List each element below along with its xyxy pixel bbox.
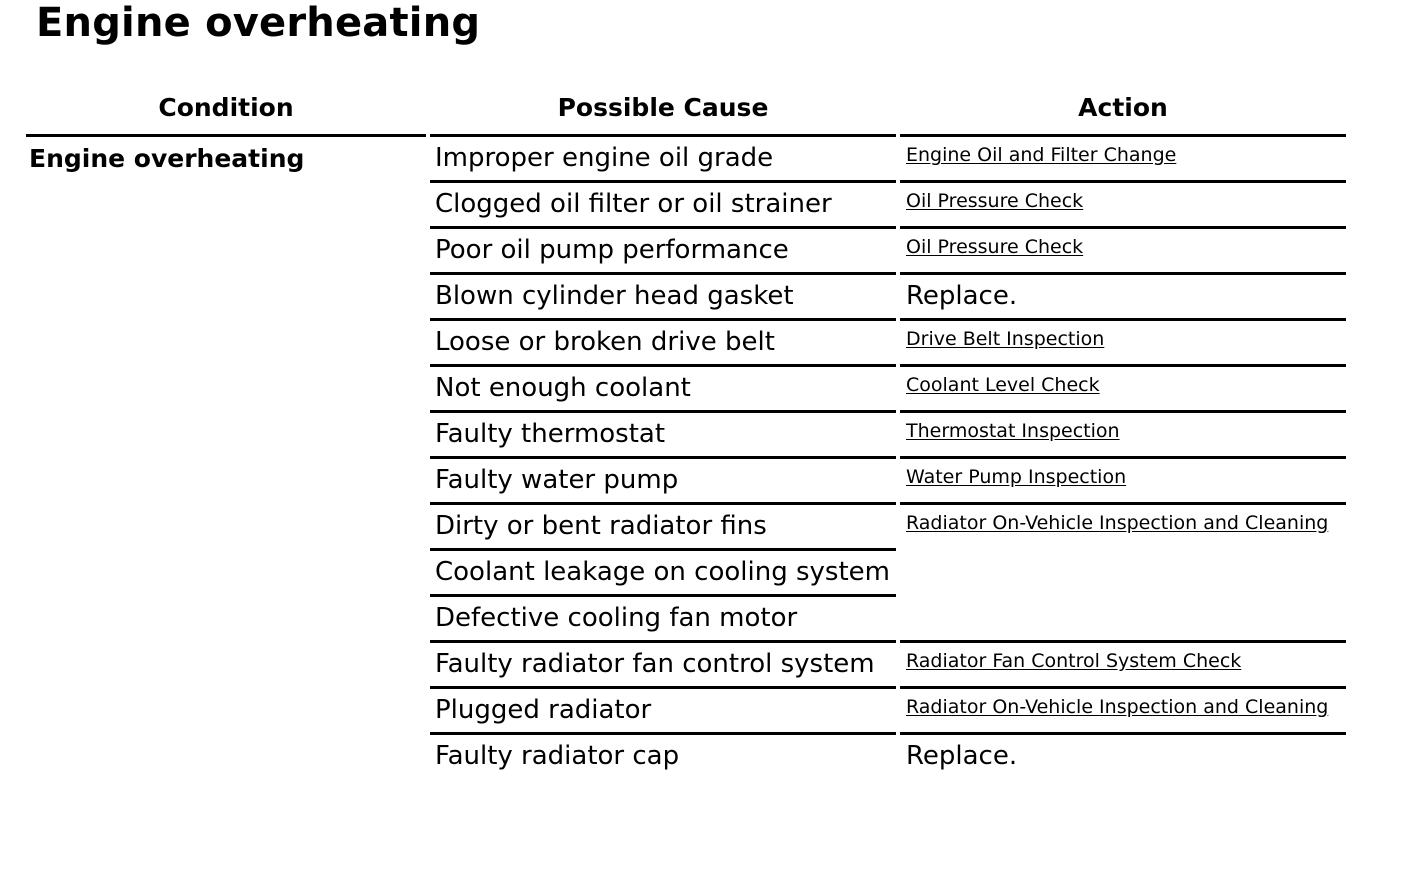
cause-cell: Faulty radiator cap xyxy=(435,741,680,771)
action-cell xyxy=(900,735,1346,778)
action-cell xyxy=(900,459,1346,505)
cause-cell: Defective cooling fan motor xyxy=(430,597,896,643)
troubleshooting-table xyxy=(22,80,1350,778)
thermostat-inspection-link[interactable]: Thermostat Inspection xyxy=(906,420,1120,442)
page-title: Engine overheating xyxy=(36,0,481,46)
condition-cell: Engine overheating xyxy=(29,144,305,173)
header-possible-cause: Possible Cause xyxy=(430,80,896,137)
action-replace-text: Replace. xyxy=(906,741,1018,771)
action-cell xyxy=(900,229,1346,275)
cause-cell: Plugged radiator xyxy=(430,689,896,735)
drive-belt-inspection-link[interactable]: Drive Belt Inspection xyxy=(906,328,1105,350)
cause-cell: Faulty water pump xyxy=(430,459,896,505)
header-row xyxy=(26,80,1346,137)
cause-cell: Blown cylinder head gasket xyxy=(430,275,896,321)
action-cell xyxy=(900,321,1346,367)
table-row xyxy=(26,137,1346,183)
radiator-inspection-cleaning-link[interactable]: Radiator On-Vehicle Inspection and Cleaning xyxy=(906,512,1329,534)
radiator-inspection-cleaning-link[interactable]: Radiator On-Vehicle Inspection and Cleaning xyxy=(906,696,1329,718)
water-pump-inspection-link[interactable]: Water Pump Inspection xyxy=(906,466,1127,488)
action-replace-text: Replace. xyxy=(906,281,1018,311)
action-cell xyxy=(900,505,1346,643)
cause-cell: Coolant leakage on cooling system xyxy=(430,551,896,597)
action-cell xyxy=(900,367,1346,413)
cause-cell: Faulty thermostat xyxy=(430,413,896,459)
action-cell xyxy=(900,413,1346,459)
radiator-fan-control-check-link[interactable]: Radiator Fan Control System Check xyxy=(906,650,1242,672)
action-cell xyxy=(900,689,1346,735)
action-cell xyxy=(900,183,1346,229)
cause-cell: Faulty radiator fan control system xyxy=(430,643,896,689)
header-action: Action xyxy=(900,80,1346,137)
action-cell xyxy=(900,643,1346,689)
cause-cell: Not enough coolant xyxy=(430,367,896,413)
oil-pressure-check-link[interactable]: Oil Pressure Check xyxy=(906,190,1084,212)
cause-cell: Loose or broken drive belt xyxy=(430,321,896,367)
cause-cell: Dirty or bent radiator fins xyxy=(430,505,896,551)
coolant-level-check-link[interactable]: Coolant Level Check xyxy=(906,374,1100,396)
action-cell xyxy=(900,137,1346,183)
header-condition: Condition xyxy=(26,80,426,137)
cause-cell: Improper engine oil grade xyxy=(430,137,896,183)
engine-oil-filter-change-link[interactable]: Engine Oil and Filter Change xyxy=(906,144,1177,166)
cause-cell: Poor oil pump performance xyxy=(430,229,896,275)
oil-pressure-check-link[interactable]: Oil Pressure Check xyxy=(906,236,1084,258)
action-cell xyxy=(900,275,1346,321)
cause-cell: Clogged oil filter or oil strainer xyxy=(430,183,896,229)
